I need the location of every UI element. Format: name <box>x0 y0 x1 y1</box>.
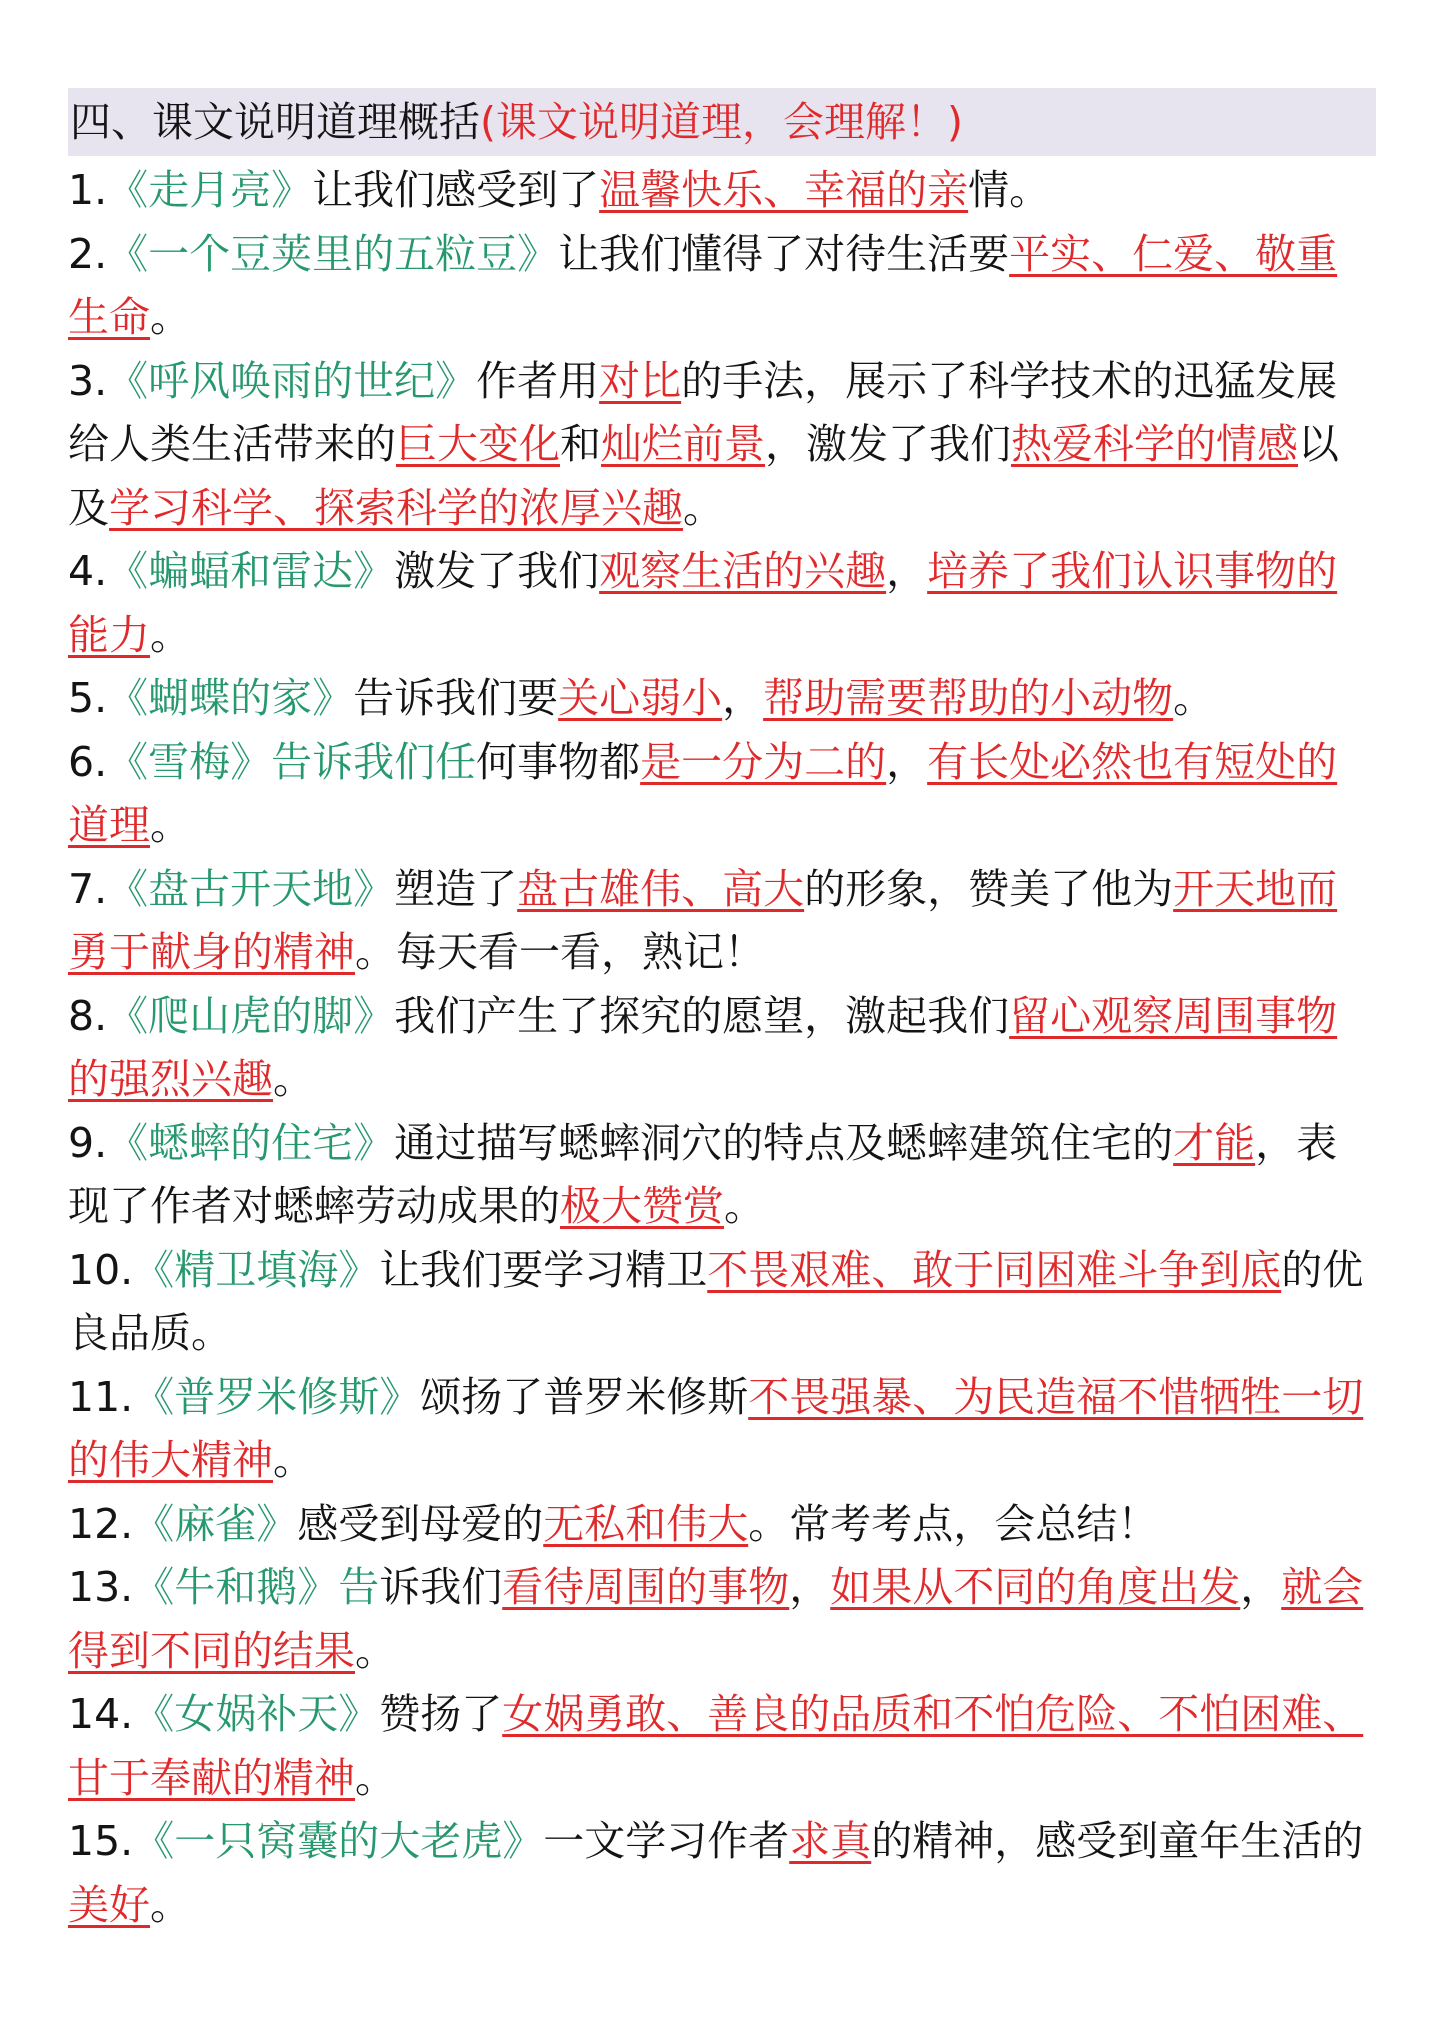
body-text: 。 <box>273 1436 314 1484</box>
body-text: 塑造了 <box>394 864 518 913</box>
body-text: 的精神，感受到童年生活的 <box>871 1817 1364 1865</box>
lesson-title: 《雪梅》告诉我们任 <box>107 737 477 786</box>
body-text: 。 <box>273 1055 314 1103</box>
body-text: ， <box>1240 1563 1282 1611</box>
key-phrase: 盘古雄伟、高大 <box>517 864 805 913</box>
body-text: 告诉我们要 <box>353 674 559 722</box>
body-text: 通过描写蟋蟀洞穴的特点及蟋蟀建筑住宅的 <box>394 1118 1174 1167</box>
body-text: 赞扬了 <box>379 1690 503 1738</box>
body-text: 作者用 <box>476 356 600 405</box>
lesson-title: 《女娲补天》 <box>133 1690 380 1738</box>
item-number: 8. <box>68 991 108 1040</box>
key-phrase: 看待周围的事物 <box>502 1563 790 1611</box>
list-item <box>68 1493 1376 1557</box>
list-item <box>68 159 1376 223</box>
body-text: ，激发了我们 <box>765 420 1011 468</box>
body-text: 诉我们 <box>379 1563 503 1611</box>
list-item <box>68 1810 1376 1937</box>
list-item <box>68 1683 1376 1810</box>
key-phrase: 是一分为二的 <box>640 737 887 786</box>
body-text: 让我们要学习精卫 <box>379 1245 708 1294</box>
key-phrase: 学习科学、探索科学的浓厚兴趣 <box>109 483 683 532</box>
list-item <box>68 1556 1376 1683</box>
lesson-title: 《麻雀》 <box>133 1499 298 1548</box>
lesson-title: 《一个豆荚里的五粒豆》 <box>107 229 559 278</box>
body-text: ， <box>789 1563 831 1611</box>
key-phrase: 有长处必然也有短处的道理 <box>68 737 1338 849</box>
body-text: 我们产生了探究的愿望，激起我们 <box>394 991 1010 1040</box>
lesson-list <box>68 159 1376 1937</box>
body-text: 。 <box>355 1626 396 1675</box>
lesson-title: 《呼风唤雨的世纪》 <box>107 356 477 405</box>
list-item <box>68 350 1376 541</box>
key-phrase: 不畏艰难、敢于同困难斗争到底 <box>707 1245 1282 1294</box>
list-item <box>68 1366 1376 1493</box>
lesson-title: 《蟋蟀的住宅》 <box>107 1118 395 1167</box>
body-text: 激发了我们 <box>394 547 600 595</box>
lesson-title: 《一只窝囊的大老虎》 <box>133 1817 544 1865</box>
item-number: 15. <box>68 1817 134 1865</box>
section-title: 四、课文说明道理概括 <box>70 98 480 146</box>
item-number: 11. <box>68 1372 134 1421</box>
key-phrase: 女娲勇敢、善良的品质和不怕危险、不怕困难、甘于奉献的精神 <box>68 1690 1364 1802</box>
body-text: 以及 <box>68 420 1339 532</box>
lesson-title: 《爬山虎的脚》 <box>107 991 395 1040</box>
key-phrase: 观察生活的兴趣 <box>599 547 887 595</box>
key-phrase: 热爱科学的情感 <box>1011 420 1298 468</box>
key-phrase: 灿烂前景 <box>601 420 765 468</box>
section-header <box>68 88 1376 156</box>
body-text: ， <box>886 737 928 786</box>
item-number: 4. <box>68 547 108 595</box>
body-text: 。常考考点，会总结！ <box>748 1499 1159 1548</box>
body-text: 让我们懂得了对待生活要 <box>558 229 1010 278</box>
item-number: 5. <box>68 674 108 722</box>
key-phrase: 如果从不同的角度出发 <box>830 1563 1241 1611</box>
body-text: ， <box>722 674 764 722</box>
body-text: 让我们感受到了 <box>312 166 600 214</box>
lesson-title: 《走月亮》 <box>107 166 313 214</box>
body-text: 情。 <box>968 166 1051 214</box>
lesson-title: 《蝴蝶的家》 <box>107 674 354 722</box>
item-number: 7. <box>68 864 108 913</box>
body-text: 。 <box>150 610 191 659</box>
key-phrase: 不畏强暴、为民造福不惜牺牲一切的伟大精神 <box>68 1372 1364 1484</box>
key-phrase: 极大赞赏 <box>560 1182 724 1230</box>
key-phrase: 无私和伟大 <box>543 1499 749 1548</box>
key-phrase: 平实、仁爱、敬重生命 <box>68 229 1338 341</box>
key-phrase: 帮助需要帮助的小动物 <box>763 674 1174 722</box>
item-number: 6. <box>68 737 108 786</box>
item-number: 10. <box>68 1245 134 1294</box>
body-text: 。 <box>150 293 191 341</box>
body-text: 和 <box>560 420 601 468</box>
list-item <box>68 858 1376 985</box>
key-phrase: 才能 <box>1173 1118 1256 1167</box>
key-phrase: 关心弱小 <box>558 674 723 722</box>
body-text: 的手法，展示了科学技术的迅猛发展给人类生活带来的 <box>68 356 1338 468</box>
body-text: 的形象，赞美了他为 <box>804 864 1174 913</box>
body-text: 。 <box>355 1753 396 1802</box>
body-text: 一文学习作者 <box>543 1817 790 1865</box>
item-number: 13. <box>68 1563 134 1611</box>
key-phrase: 开天地而勇于献身的精神 <box>68 864 1338 976</box>
key-phrase: 巨大变化 <box>396 420 560 468</box>
body-text: 颂扬了普罗米修斯 <box>420 1372 749 1421</box>
key-phrase: 求真 <box>789 1817 872 1865</box>
list-item <box>68 985 1376 1112</box>
section-subtitle: (课文说明道理，会理解！) <box>480 98 963 146</box>
item-number: 12. <box>68 1499 134 1548</box>
list-item <box>68 223 1376 350</box>
item-number: 14. <box>68 1690 134 1738</box>
body-text: 何事物都 <box>476 737 641 786</box>
key-phrase: 美好 <box>68 1880 150 1929</box>
body-text: 。 <box>683 483 724 532</box>
list-item <box>68 1112 1376 1239</box>
body-text: 感受到母爱的 <box>297 1499 544 1548</box>
key-phrase: 对比 <box>599 356 682 405</box>
key-phrase: 培养了我们认识事物的能力 <box>68 547 1338 659</box>
key-phrase: 温馨快乐、幸福的亲 <box>599 166 969 214</box>
body-text: ，表现了作者对蟋蟀劳动成果的 <box>68 1118 1338 1230</box>
body-text: 。 <box>150 1880 191 1929</box>
lesson-title: 《盘古开天地》 <box>107 864 395 913</box>
list-item <box>68 1239 1376 1366</box>
body-text: 的优良品质。 <box>68 1245 1364 1357</box>
item-number: 3. <box>68 356 108 405</box>
item-number: 9. <box>68 1118 108 1167</box>
lesson-title: 《蝙蝠和雷达》 <box>107 547 395 595</box>
key-phrase: 留心观察周围事物的强烈兴趣 <box>68 991 1338 1103</box>
body-text: ， <box>886 547 928 595</box>
list-item <box>68 731 1376 858</box>
body-text: 。 <box>1173 674 1215 722</box>
item-number: 2. <box>68 229 108 278</box>
lesson-title: 《精卫填海》 <box>133 1245 380 1294</box>
body-text: 。每天看一看，熟记！ <box>355 928 765 976</box>
lesson-title: 《普罗米修斯》 <box>133 1372 421 1421</box>
lesson-title: 《牛和鹅》告 <box>133 1563 380 1611</box>
list-item <box>68 540 1376 667</box>
body-text: 。 <box>724 1182 765 1230</box>
key-phrase: 就会得到不同的结果 <box>68 1563 1364 1675</box>
item-number: 1. <box>68 166 108 214</box>
body-text: 。 <box>150 801 191 849</box>
list-item <box>68 667 1376 731</box>
